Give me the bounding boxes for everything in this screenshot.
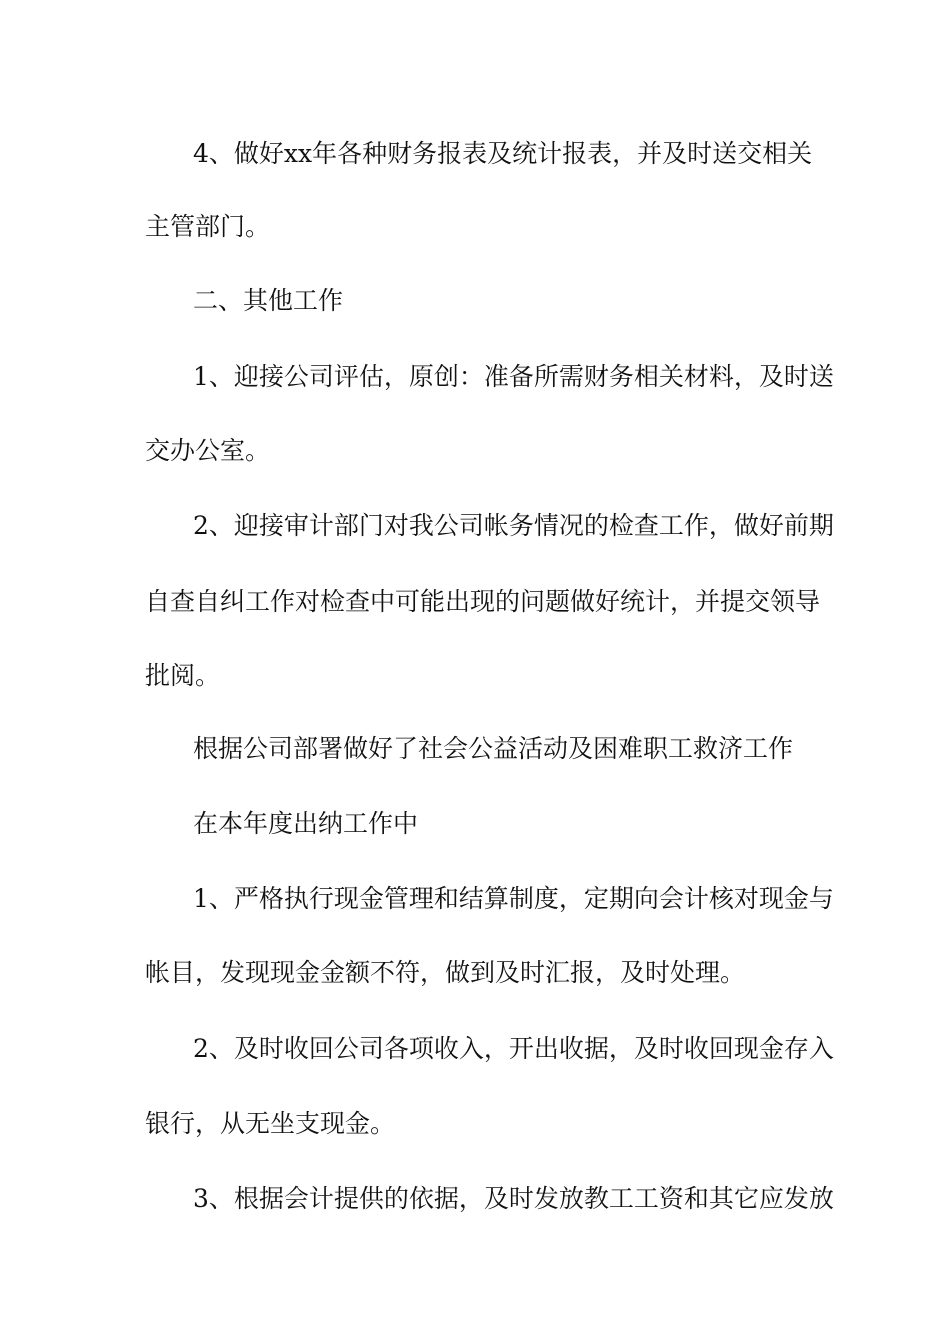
text-line: 在本年度出纳工作中 [193,809,419,838]
text-line: 根据公司部署做好了社会公益活动及困难职工救济工作 [193,734,794,763]
text-line: 自查自纠工作对检查中可能出现的问题做好统计，并提交领导 [145,587,821,616]
text-line: 批阅。 [145,661,221,690]
text-line: 2、及时收回公司各项收入，开出收据，及时收回现金存入 [193,1034,834,1063]
text-line: 3、根据会计提供的依据，及时发放教工工资和其它应发放 [193,1184,834,1213]
text-line: 1、迎接公司评估，原创：准备所需财务相关材料，及时送 [193,362,834,391]
text-line: 交办公室。 [145,436,271,465]
text-line: 2、迎接审计部门对我公司帐务情况的检查工作，做好前期 [193,511,834,540]
text-line: 银行，从无坐支现金。 [145,1109,396,1138]
text-line: 帐目，发现现金金额不符，做到及时汇报，及时处理。 [145,958,746,987]
text-line: 主管部门。 [145,212,271,241]
section-heading: 二、其他工作 [193,286,344,315]
text-line: 1、严格执行现金管理和结算制度，定期向会计核对现金与 [193,884,834,913]
text-line: 4、做好xx年各种财务报表及统计报表，并及时送交相关 [193,139,813,168]
